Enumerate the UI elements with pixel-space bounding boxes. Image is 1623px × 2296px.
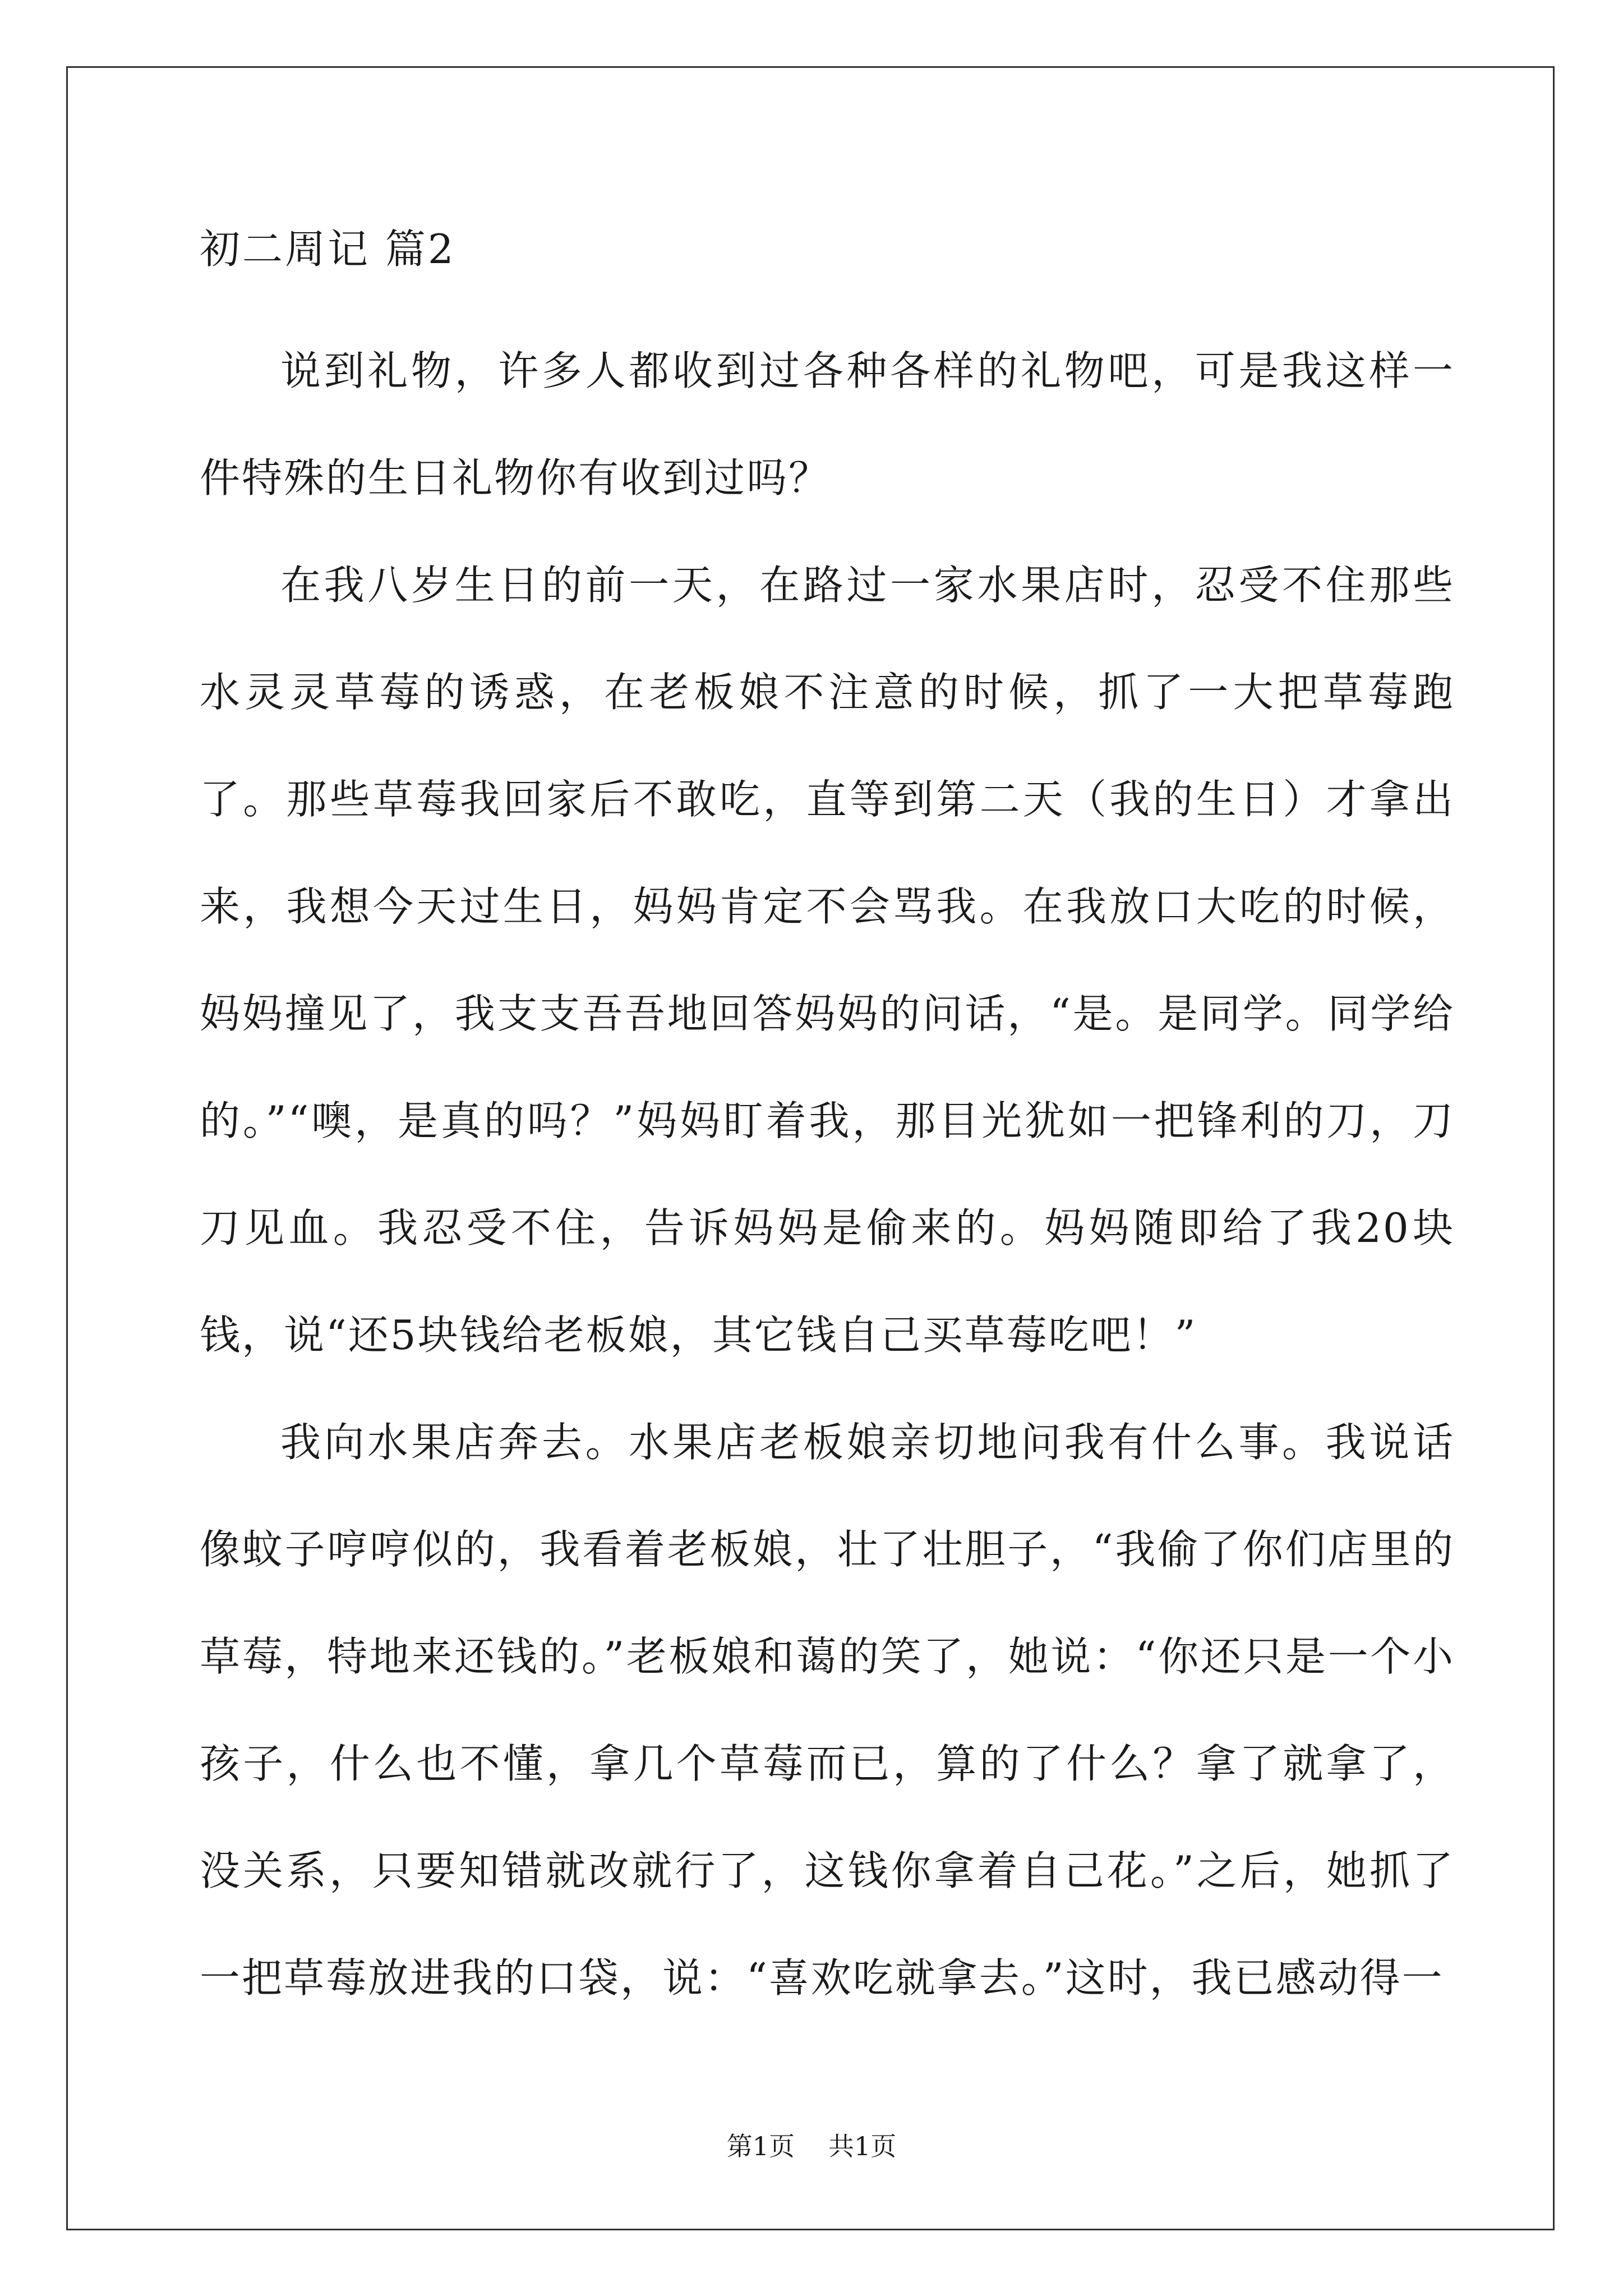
document-title: 初二周记 篇2 [200, 226, 456, 273]
paragraph-3: 我向水果店奔去。水果店老板娘亲切地问我有什么事。我说话像蚊子哼哼似的，我看着老板娘，壮了壮胆子，“我偷了你们店里的草莓，特地来还钱的。”老板娘和蔼的笑了，她说：“你还只是一个小孩子，什么也不懂，拿几个草莓而已，算的了什么？拿了就拿了，没关系，只要知错就改就行了，这钱你拿着自己花。”之后，她抓了一把草莓放进我的口袋，说：“喜欢吃就拿去。”这时，我已感动得一 [200, 1419, 1455, 2001]
document-body [200, 215, 1455, 2032]
page-total: 共1页 [828, 2131, 897, 2161]
page-number: 第1页 [726, 2131, 795, 2161]
paragraph-2: 在我八岁生日的前一天，在路过一家水果店时，忍受不住那些水灵灵草莓的诱惑，在老板娘不注意的时候，抓了一大把草莓跑了。那些草莓我回家后不敢吃，直等到第二天（我的生日）才拿出来，我想今天过生日，妈妈肯定不会骂我。在我放口大吃的时候，妈妈撞见了，我支支吾吾地回答妈妈的问话，“是。是同学。同学给的。”“噢，是真的吗？”妈妈盯着我，那目光犹如一把锋利的刀，刀刀见血。我忍受不住，告诉妈妈是偷来的。妈妈随即给了我20块钱，说“还5块钱给老板娘，其它钱自己买草莓吃吧！” [200, 562, 1455, 1359]
page-footer [0, 2129, 1623, 2163]
paragraph-1: 说到礼物，许多人都收到过各种各样的礼物吧，可是我这样一件特殊的生日礼物你有收到过吗？ [200, 347, 1455, 501]
